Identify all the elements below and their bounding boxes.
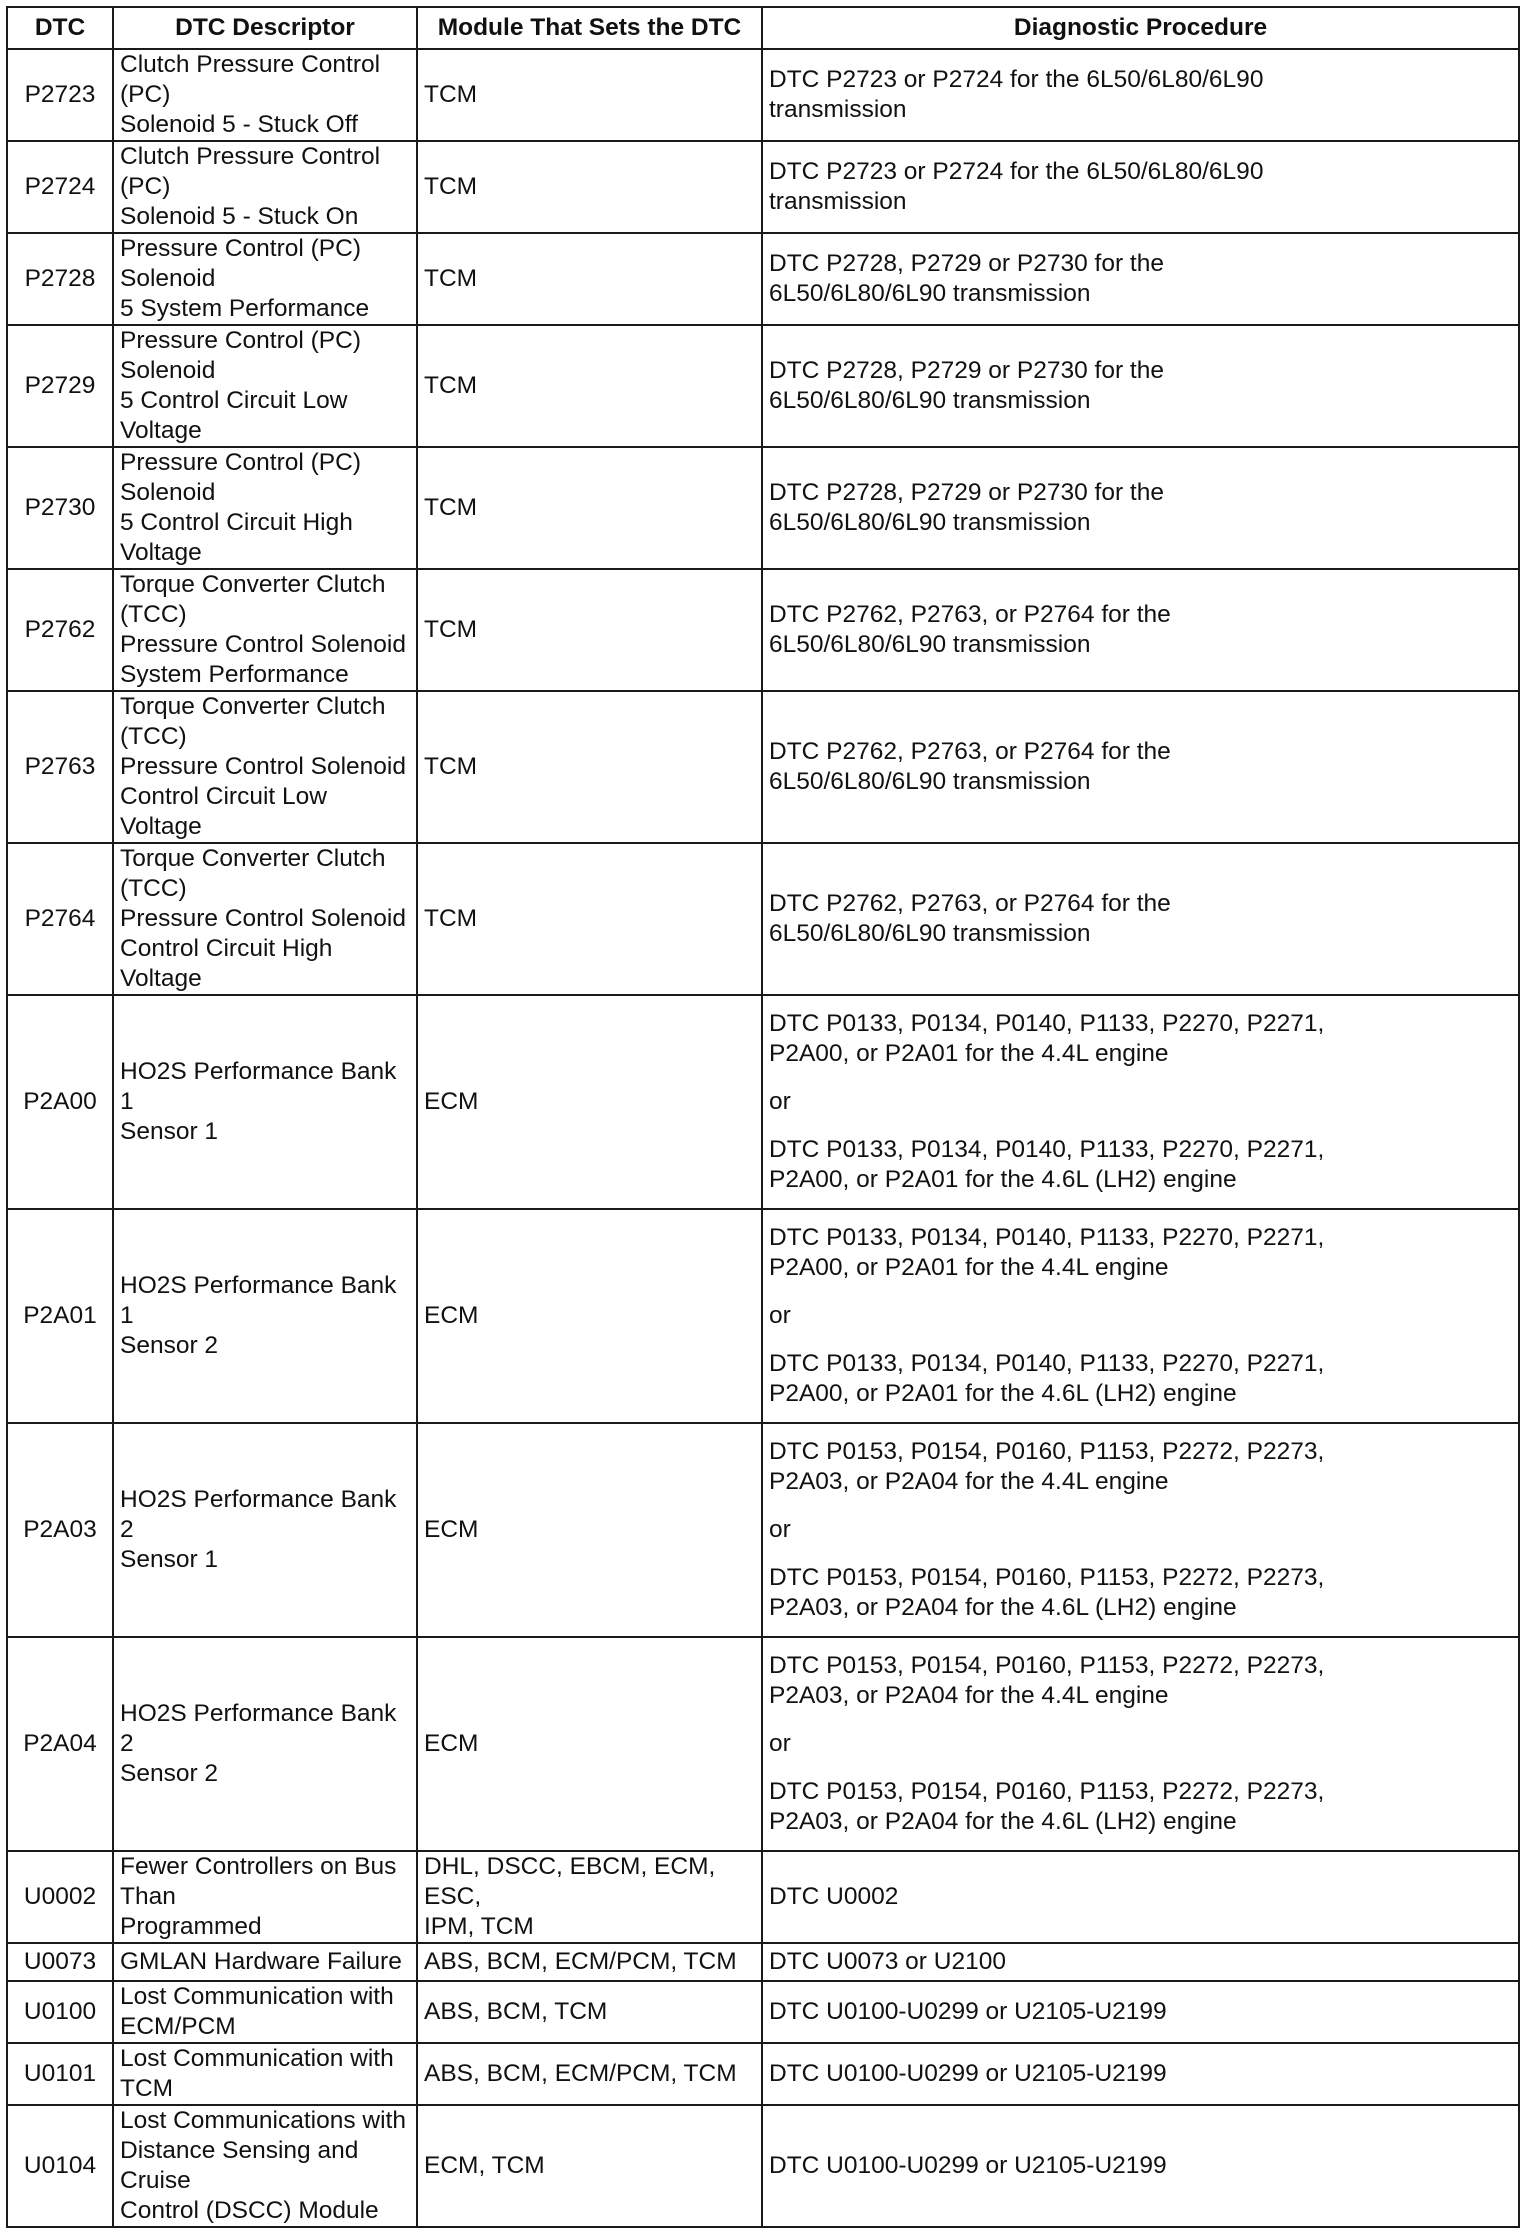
header-descriptor: DTC Descriptor [113,7,417,49]
diagnostic-procedure: DTC P2723 or P2724 for the 6L50/6L80/6L90 transmission [762,141,1519,233]
dtc-descriptor: HO2S Performance Bank 2 Sensor 1 [113,1423,417,1637]
setting-module: ECM [417,1637,762,1851]
diagnostic-procedure: DTC P2728, P2729 or P2730 for the 6L50/6L80/6L90 transmission [762,233,1519,325]
setting-module: ECM [417,1209,762,1423]
diagnostic-procedure: DTC U0073 or U2100 [762,1943,1519,1981]
table-row [7,325,1519,447]
diagnostic-procedure: DTC P2762, P2763, or P2764 for the 6L50/6L80/6L90 transmission [762,569,1519,691]
dtc-code: U0002 [7,1851,113,1943]
setting-module: ECM [417,1423,762,1637]
dtc-descriptor: Pressure Control (PC) Solenoid 5 Control Circuit High Voltage [113,447,417,569]
setting-module: ECM, TCM [417,2105,762,2227]
table-row [7,569,1519,691]
dtc-code: P2728 [7,233,113,325]
table-row [7,447,1519,569]
diagnostic-procedure: DTC P0153, P0154, P0160, P1153, P2272, P2273, P2A03, or P2A04 for the 4.4L engine or DTC P0153, P0154, P0160, P1153, P2272, P2273, P2A03, or P2A04 for the 4.6L (LH2) engine [762,1637,1519,1851]
setting-module: TCM [417,843,762,995]
table-row [7,691,1519,843]
dtc-code: U0104 [7,2105,113,2227]
header-dtc: DTC [7,7,113,49]
dtc-descriptor: HO2S Performance Bank 2 Sensor 2 [113,1637,417,1851]
diagnostic-procedure: DTC P0153, P0154, P0160, P1153, P2272, P2273, P2A03, or P2A04 for the 4.4L engine or DTC P0153, P0154, P0160, P1153, P2272, P2273, P2A03, or P2A04 for the 4.6L (LH2) engine [762,1423,1519,1637]
table-row [7,233,1519,325]
table-row [7,1209,1519,1423]
dtc-table [6,6,1520,2228]
table-row [7,843,1519,995]
dtc-descriptor: Lost Communication with TCM [113,2043,417,2105]
or-separator: or [769,1516,791,1543]
setting-module: DHL, DSCC, EBCM, ECM, ESC, IPM, TCM [417,1851,762,1943]
setting-module: ABS, BCM, ECM/PCM, TCM [417,2043,762,2105]
setting-module: ABS, BCM, ECM/PCM, TCM [417,1943,762,1981]
diagnostic-procedure: DTC P2728, P2729 or P2730 for the 6L50/6L80/6L90 transmission [762,447,1519,569]
table-row [7,1851,1519,1943]
setting-module: ABS, BCM, TCM [417,1981,762,2043]
or-separator: or [769,1088,791,1115]
setting-module: TCM [417,691,762,843]
table-row [7,1981,1519,2043]
table-row [7,49,1519,141]
header-module: Module That Sets the DTC [417,7,762,49]
dtc-code: P2A00 [7,995,113,1209]
dtc-code: P2730 [7,447,113,569]
header-procedure: Diagnostic Procedure [762,7,1519,49]
setting-module: ECM [417,995,762,1209]
dtc-code: P2A03 [7,1423,113,1637]
dtc-descriptor: Fewer Controllers on Bus Than Programmed [113,1851,417,1943]
dtc-descriptor: Lost Communication with ECM/PCM [113,1981,417,2043]
diagnostic-procedure: DTC U0100-U0299 or U2105-U2199 [762,1981,1519,2043]
table-row [7,141,1519,233]
dtc-code: P2724 [7,141,113,233]
diagnostic-procedure: DTC P2723 or P2724 for the 6L50/6L80/6L90 transmission [762,49,1519,141]
dtc-descriptor: Pressure Control (PC) Solenoid 5 Control Circuit Low Voltage [113,325,417,447]
dtc-descriptor: Clutch Pressure Control (PC) Solenoid 5 - Stuck Off [113,49,417,141]
dtc-code: P2763 [7,691,113,843]
table-row [7,2043,1519,2105]
dtc-code: U0101 [7,2043,113,2105]
setting-module: TCM [417,569,762,691]
dtc-descriptor: Torque Converter Clutch (TCC) Pressure Control Solenoid Control Circuit Low Voltage [113,691,417,843]
dtc-code: U0100 [7,1981,113,2043]
or-separator: or [769,1730,791,1757]
table-row [7,1637,1519,1851]
setting-module: TCM [417,233,762,325]
table-row [7,1423,1519,1637]
dtc-descriptor: Pressure Control (PC) Solenoid 5 System Performance [113,233,417,325]
table-row [7,2105,1519,2227]
dtc-code: P2723 [7,49,113,141]
dtc-descriptor: Clutch Pressure Control (PC) Solenoid 5 - Stuck On [113,141,417,233]
dtc-code: P2A01 [7,1209,113,1423]
diagnostic-procedure: DTC U0002 [762,1851,1519,1943]
diagnostic-procedure: DTC P0133, P0134, P0140, P1133, P2270, P2271, P2A00, or P2A01 for the 4.4L engine or DTC P0133, P0134, P0140, P1133, P2270, P2271, P2A00, or P2A01 for the 4.6L (LH2) engine [762,1209,1519,1423]
diagnostic-procedure: DTC P2728, P2729 or P2730 for the 6L50/6L80/6L90 transmission [762,325,1519,447]
dtc-descriptor: HO2S Performance Bank 1 Sensor 1 [113,995,417,1209]
dtc-code: P2764 [7,843,113,995]
diagnostic-procedure: DTC P2762, P2763, or P2764 for the 6L50/6L80/6L90 transmission [762,843,1519,995]
table-row [7,995,1519,1209]
dtc-code: P2A04 [7,1637,113,1851]
diagnostic-procedure: DTC P2762, P2763, or P2764 for the 6L50/6L80/6L90 transmission [762,691,1519,843]
setting-module: TCM [417,447,762,569]
header-row [7,7,1519,49]
dtc-descriptor: HO2S Performance Bank 1 Sensor 2 [113,1209,417,1423]
diagnostic-procedure: DTC U0100-U0299 or U2105-U2199 [762,2105,1519,2227]
dtc-descriptor: Lost Communications with Distance Sensing and Cruise Control (DSCC) Module [113,2105,417,2227]
dtc-descriptor: GMLAN Hardware Failure [113,1943,417,1981]
dtc-code: U0073 [7,1943,113,1981]
table-row [7,1943,1519,1981]
dtc-descriptor: Torque Converter Clutch (TCC) Pressure Control Solenoid Control Circuit High Voltage [113,843,417,995]
or-separator: or [769,1302,791,1329]
dtc-code: P2762 [7,569,113,691]
setting-module: TCM [417,141,762,233]
diagnostic-procedure: DTC P0133, P0134, P0140, P1133, P2270, P2271, P2A00, or P2A01 for the 4.4L engine or DTC P0133, P0134, P0140, P1133, P2270, P2271, P2A00, or P2A01 for the 4.6L (LH2) engine [762,995,1519,1209]
dtc-descriptor: Torque Converter Clutch (TCC) Pressure Control Solenoid System Performance [113,569,417,691]
dtc-code: P2729 [7,325,113,447]
setting-module: TCM [417,325,762,447]
diagnostic-procedure: DTC U0100-U0299 or U2105-U2199 [762,2043,1519,2105]
setting-module: TCM [417,49,762,141]
